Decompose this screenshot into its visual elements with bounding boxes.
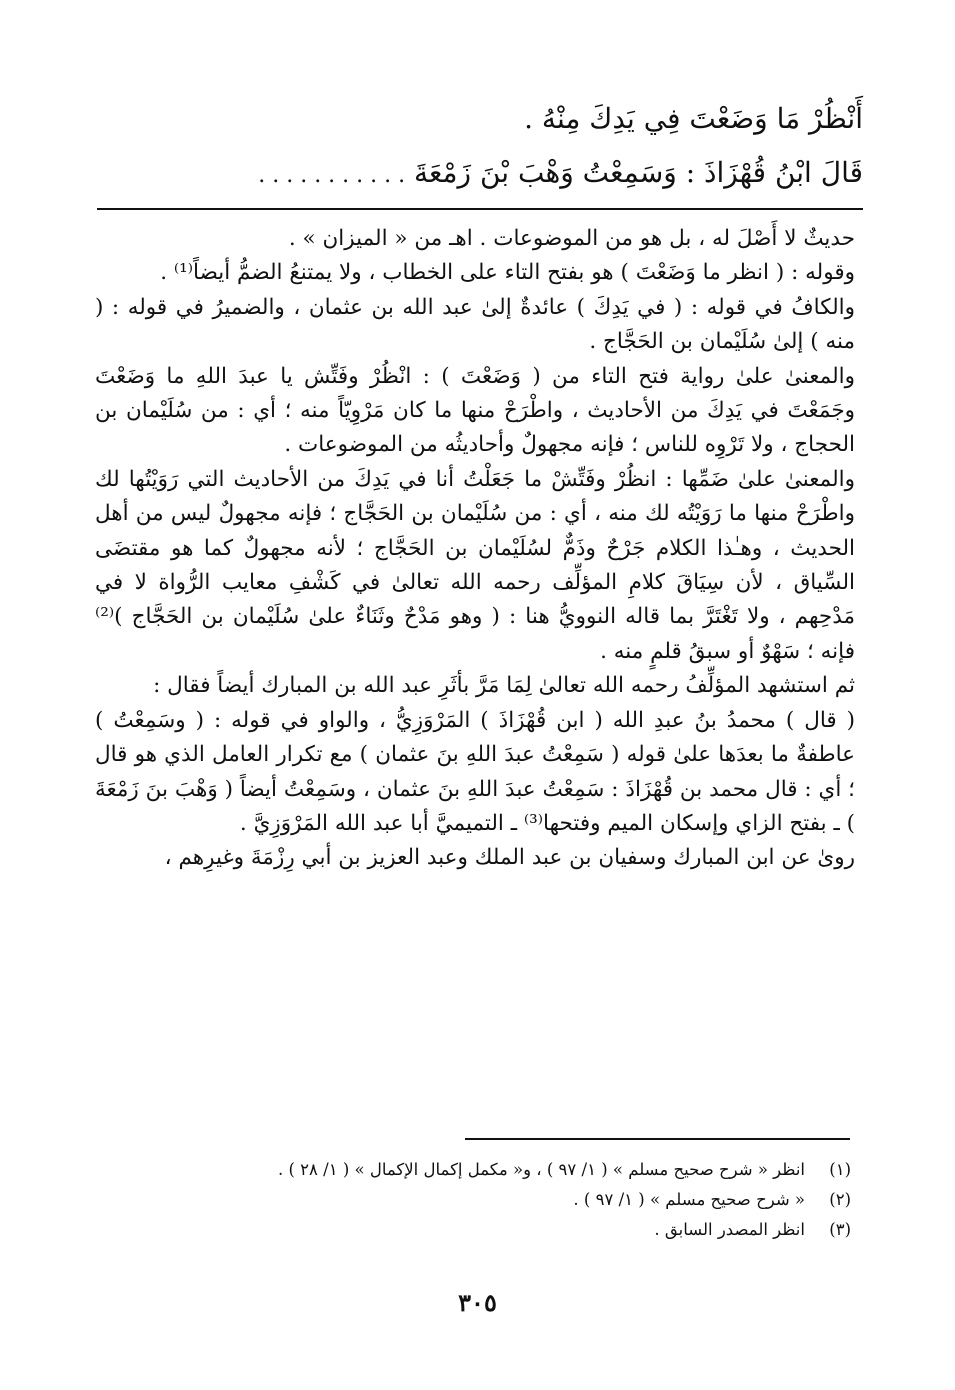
- footnote-text: « شرح صحيح مسلم » ( ١/ ٩٧ ) .: [573, 1190, 805, 1209]
- footnote-number: (١): [829, 1160, 851, 1179]
- footnote-item: [111, 1185, 851, 1215]
- page-number: ٣٠٥: [458, 1288, 497, 1317]
- footnote-number: (٣): [829, 1220, 851, 1239]
- footnotes: [111, 1155, 851, 1245]
- footnote-item: [111, 1215, 851, 1245]
- paragraph: وقوله : ( انظر ما وَضَعْتَ ) هو بفتح التاء على الخطاب ، ولا يمتنعُ الضمُّ أيضاً⁽¹⁾ .: [160, 260, 855, 286]
- paragraph: والمعنىٰ علىٰ ضَمِّها : انظُرْ وفَتِّشْ ما جَعَلْتُ أنا في يَدِكَ من الأحاديث التي رَوَيْتُها لك واطْرَحْ منها ما رَوَيْتُه لك منه ، أي : من سُلَيْمان بن الحَجَّاج ؛ فإنه مجهولٌ ليس من أهل الحديث ، وهـٰذا الكلام جَرْحٌ وذَمٌّ لسُلَيْمان بن الحَجَّاج ؛ لأنه مجهولٌ كما هو مقتضَى السِّياق ، لأن سِيَاقَ كلامِ المؤلِّف رحمه الله تعالىٰ في كَشْفِ معايب الرُّواة لا في مَدْحِهم ، ولا تَغْتَرَّ بما قاله النوويُّ هنا : ( وهو مَدْحٌ وثَنَاءٌ علىٰ سُلَيْمان بن الحَجَّاج )⁽²⁾ فإنه ؛ سَهْوٌ أو سبقُ قلمٍ منه .: [95, 466, 855, 664]
- paragraph: ( قال ) محمدُ بنُ عبدِ الله ( ابن قُهْزَاذَ ) المَرْوَزِيُّ ، والواو في قوله : ( وسَمِعْتُ ) عاطفةٌ ما بعدَها علىٰ قوله ( سَمِعْتُ عبدَ اللهِ بنَ عثمان ) مع تكرار العامل الذي هو قال ؛ أي : قال محمد بن قُهْزَاذَ : سَمِعْتُ عبدَ اللهِ بنَ عثمان ، وسَمِعْتُ أيضاً ( وَهْبَ بنَ زَمْعَةَ ) ـ بفتح الزاي وإسكان الميم وفتحها⁽³⁾ ـ التميميَّ أبا عبد الله المَرْوَزِيَّ .: [95, 707, 855, 836]
- footnote-divider: [465, 1138, 850, 1140]
- header-line-2-text: قَالَ ابْنُ قُهْزَاذَ : وَسَمِعْتُ وَهْبَ بْنَ زَمْعَةَ: [414, 156, 863, 189]
- paragraph: والكافُ في قوله : ( في يَدِكَ ) عائدةٌ إلىٰ عبد الله بن عثمان ، والضميرُ في قوله : ( منه ) إلىٰ سُلَيْمان بن الحَجَّاج .: [95, 294, 855, 355]
- footnote-text: انظر « شرح صحيح مسلم » ( ١/ ٩٧ ) ، و« مكمل إكمال الإكمال » ( ١/ ٢٨ ) .: [278, 1160, 805, 1179]
- footnote-text: انظر المصدر السابق .: [654, 1220, 805, 1239]
- paragraph: ثم استشهد المؤلِّفُ رحمه الله تعالىٰ لِمَا مَرَّ بأثَرِ عبد الله بن المبارك أيضاً فقال :: [153, 673, 855, 699]
- paragraph: والمعنىٰ علىٰ رواية فتح التاء من ( وَضَعْتَ ) : انْظُرْ وفَتِّش يا عبدَ اللهِ ما وَضَعْتَ وجَمَعْتَ في يَدِكَ من الأحاديث ، واطْرَحْ منها ما كان مَرْوِيّاً منه ؛ أي : من سُلَيْمان بن الحجاج ، ولا تَرْوِه للناس ؛ فإنه مجهولٌ وأحاديثُه من الموضوعات .: [95, 363, 855, 458]
- footnote-item: [111, 1155, 851, 1185]
- header-line-2: [93, 146, 863, 203]
- paragraph: روىٰ عن ابن المبارك وسفيان بن عبد الملك وعبد العزيز بن أبي رِزْمَةَ وغيرِهم ،: [164, 845, 855, 871]
- commentary-body: [95, 222, 855, 876]
- paragraph: حديثٌ لا أَصْلَ له ، بل هو من الموضوعات . اهـ من « الميزان » .: [288, 226, 855, 251]
- ellipsis-dots: . . . . . . . . . . .: [258, 163, 406, 188]
- header-line-1: أَنْظُرْ مَا وَضَعْتَ فِي يَدِكَ مِنْهُ .: [524, 102, 863, 135]
- footnote-number: (٢): [829, 1190, 851, 1209]
- hadith-text-header: [93, 92, 863, 203]
- header-divider: [97, 208, 863, 210]
